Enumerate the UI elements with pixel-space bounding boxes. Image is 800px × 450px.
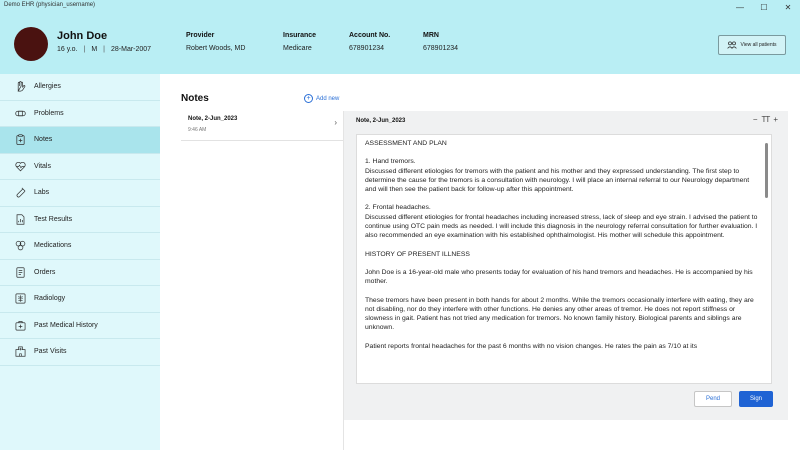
sidebar-item-problems[interactable] bbox=[0, 101, 160, 128]
account-label: Account No. bbox=[349, 32, 391, 39]
text-size-controls bbox=[753, 115, 778, 124]
bandage-icon bbox=[14, 107, 26, 119]
note-editor-panel bbox=[344, 111, 788, 420]
sidebar-item-past-medical-history[interactable] bbox=[0, 313, 160, 340]
medical-kit-icon bbox=[14, 319, 26, 331]
sign-button[interactable]: Sign bbox=[739, 391, 773, 407]
note-paragraph: 1. Hand tremors. Discussed different etiologies for tremors with the patient and his mother and they expressed understanding. The first step to determine the cause for the tremors is a consultation with neurology. I will place an internal referral to our Neurology department and will then see the patient back for follow-up after this appointment. bbox=[365, 158, 750, 194]
sidebar-item-label: Medications bbox=[34, 242, 72, 250]
sidebar-item-label: Past Visits bbox=[34, 348, 67, 356]
page-title: Notes bbox=[181, 93, 209, 104]
sidebar-item-label: Radiology bbox=[34, 295, 66, 303]
sidebar-item-label: Test Results bbox=[34, 215, 73, 223]
note-paragraph: Patient reports frontal headaches for the past 6 months with no vision changes. He rates the pain as 7/10 at its bbox=[365, 342, 698, 350]
note-content bbox=[365, 139, 761, 360]
maximize-icon[interactable]: ☐ bbox=[760, 2, 768, 12]
hospital-icon bbox=[14, 346, 26, 358]
sidebar-item-vitals[interactable] bbox=[0, 154, 160, 181]
separator: | bbox=[83, 46, 86, 53]
avatar bbox=[14, 27, 48, 61]
note-paragraph: 2. Frontal headaches. Discussed different etiologies for frontal headaches including increased stress, lack of sleep and eye strain. I advised the patient to continue using OTC pain meds as needed. I will include this diagnosis in the neurology referral consultation for further evaluation. I also recommended an eye examination with his established ophthalmologist. His mother will schedule this appointment. bbox=[365, 204, 758, 240]
list-item[interactable] bbox=[181, 111, 343, 141]
note-editor-title: Note, 2-Jun_2023 bbox=[356, 118, 406, 124]
pend-button[interactable]: Pend bbox=[694, 391, 732, 407]
text-size-icon: TT bbox=[761, 115, 770, 124]
test-tube-icon bbox=[14, 187, 26, 199]
provider-label: Provider bbox=[186, 32, 215, 39]
sidebar-item-labs[interactable] bbox=[0, 180, 160, 207]
decrease-text-size-icon[interactable]: − bbox=[752, 115, 758, 124]
view-all-patients-button[interactable] bbox=[718, 35, 786, 55]
note-paragraph: John Doe is a 16-year-old male who presents today for evaluation of his hand tremors and headaches. He is accompanied by his mother. bbox=[365, 268, 753, 286]
sidebar-item-label: Orders bbox=[34, 268, 56, 276]
window-controls bbox=[728, 0, 800, 14]
mrn-field bbox=[423, 32, 458, 52]
patient-dob: 28-Mar-2007 bbox=[111, 46, 152, 53]
plus-circle-icon: + bbox=[304, 94, 313, 103]
note-text-area[interactable] bbox=[356, 134, 772, 384]
heart-pulse-icon bbox=[14, 160, 26, 172]
xray-icon bbox=[14, 293, 26, 305]
add-new-note-button[interactable] bbox=[304, 94, 339, 103]
view-all-patients-label: View all patients bbox=[740, 42, 777, 48]
add-new-label: Add new bbox=[316, 95, 340, 102]
note-paragraph: ASSESSMENT AND PLAN bbox=[365, 140, 447, 147]
account-field bbox=[349, 32, 390, 52]
patient-header bbox=[0, 14, 800, 74]
patients-group-icon bbox=[727, 41, 737, 49]
increase-text-size-icon[interactable]: + bbox=[773, 115, 778, 124]
sidebar-item-orders[interactable] bbox=[0, 260, 160, 287]
mrn-label: MRN bbox=[423, 32, 439, 39]
sidebar-item-label: Labs bbox=[34, 189, 50, 197]
account-value: 678901234 bbox=[349, 45, 385, 52]
patient-sex: M bbox=[91, 46, 98, 53]
sidebar-item-radiology[interactable] bbox=[0, 286, 160, 313]
minimize-icon[interactable]: — bbox=[736, 2, 744, 12]
note-list-title: Note, 2-Jun_2023 bbox=[188, 116, 238, 122]
provider-value: Robert Woods, MD bbox=[186, 45, 246, 52]
patient-age: 16 y.o. bbox=[57, 46, 78, 53]
sidebar-item-notes[interactable] bbox=[0, 127, 160, 154]
patient-name: John Doe bbox=[57, 30, 108, 42]
sidebar-item-label: Past Medical History bbox=[34, 321, 98, 329]
sidebar-item-past-visits[interactable] bbox=[0, 339, 160, 366]
patient-demographics bbox=[57, 46, 151, 53]
chevron-right-icon: › bbox=[334, 118, 337, 127]
insurance-value: Medicare bbox=[283, 45, 312, 52]
insurance-field bbox=[283, 32, 316, 52]
mrn-value: 678901234 bbox=[423, 45, 459, 52]
note-paragraph: HISTORY OF PRESENT ILLNESS bbox=[365, 250, 470, 258]
clipboard-icon bbox=[14, 134, 26, 146]
sidebar-item-label: Notes bbox=[34, 136, 53, 144]
note-paragraph: These tremors have been present in both hands for about 2 months. While the tremors occasionally interfere with eating, they are not disabling, nor do they interfere with other functions. He denies any other areas of tremor. He does not report stiffness or slowness in gait. Patient has not tried any medication for tremors. No known family history. Biological parents and siblings are unknown. bbox=[365, 296, 754, 332]
scrollbar[interactable] bbox=[765, 143, 768, 198]
separator: | bbox=[103, 46, 105, 53]
order-sheet-icon bbox=[14, 266, 26, 278]
sidebar-item-medications[interactable] bbox=[0, 233, 160, 260]
pills-icon bbox=[14, 240, 26, 252]
hand-icon bbox=[14, 81, 26, 93]
title-bar bbox=[0, 0, 800, 14]
sidebar-item-allergies[interactable] bbox=[0, 74, 160, 101]
sidebar-item-test-results[interactable] bbox=[0, 207, 160, 234]
document-chart-icon bbox=[14, 213, 26, 225]
insurance-label: Insurance bbox=[283, 32, 317, 39]
window-title: Demo EHR (physician_username) bbox=[4, 2, 96, 8]
close-icon[interactable]: ✕ bbox=[784, 2, 792, 12]
sidebar-item-label: Problems bbox=[34, 109, 64, 117]
note-list-time: 9:46 AM bbox=[188, 127, 207, 133]
sidebar bbox=[0, 74, 160, 450]
provider-field bbox=[186, 32, 245, 52]
sidebar-item-label: Allergies bbox=[34, 83, 61, 91]
sidebar-item-label: Vitals bbox=[34, 162, 51, 170]
notes-main-panel bbox=[160, 74, 800, 450]
